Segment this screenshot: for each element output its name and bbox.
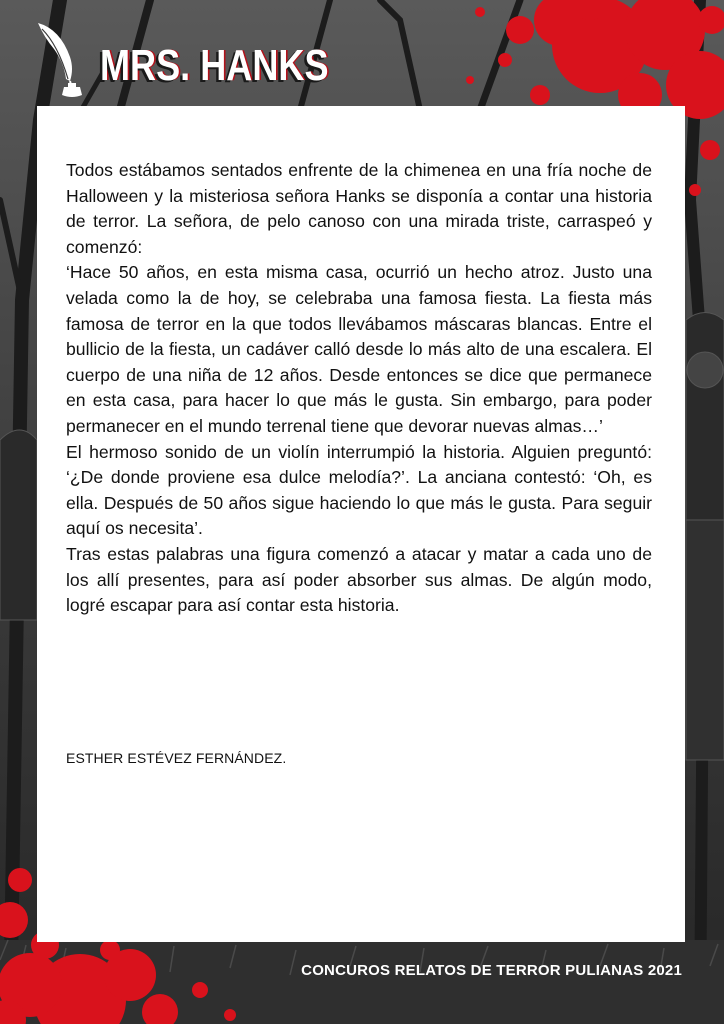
quill-ink-icon — [30, 19, 88, 99]
story-paragraph: El hermoso sonido de un violín interrumpió la historia. Alguien preguntó: ‘¿De donde proviene esa dulce melodía?’. La anciana contestó: ‘Oh, es ella. Después de 50 años sigue haciendo lo que más le gusta. Para seguir aquí os necesita’. — [66, 441, 652, 539]
story-paragraph: Tras estas palabras una figura comenzó a atacar y matar a cada uno de los allí presentes, para así poder absorber sus almas. De algún modo, logré escapar para así contar esta historia. — [66, 543, 652, 616]
page-title: MRS. HANKS — [100, 41, 329, 90]
story-text — [66, 158, 652, 619]
header — [30, 14, 379, 104]
story-paragraph: ‘Hace 50 años, en esta misma casa, ocurrió un hecho atroz. Justo una velada como la de hoy, se celebraba una famosa fiesta. La fiesta más famosa de terror en la que todos llevábamos máscaras blancas. Entre el bullicio de la fiesta, un cadáver calló desde lo más alto de una escalera. El cuerpo de una niña de 12 años. Desde entonces se dice que permanece en esta casa, para hacer lo que más le gusta. Sin embargo, para poder permanecer en el mundo terrenal tiene que devorar nuevas almas…’ — [66, 262, 652, 436]
contest-footer: CONCUROS RELATOS DE TERROR PULIANAS 2021 — [301, 962, 682, 979]
story-card — [37, 106, 685, 942]
author-name: ESTHER ESTÉVEZ FERNÁNDEZ. — [66, 750, 287, 766]
story-paragraph: Todos estábamos sentados enfrente de la chimenea en una fría noche de Halloween y la misteriosa señora Hanks se disponía a contar una historia de terror. La señora, de pelo canoso con una mirada triste, carraspeó y comenzó: — [66, 160, 652, 257]
